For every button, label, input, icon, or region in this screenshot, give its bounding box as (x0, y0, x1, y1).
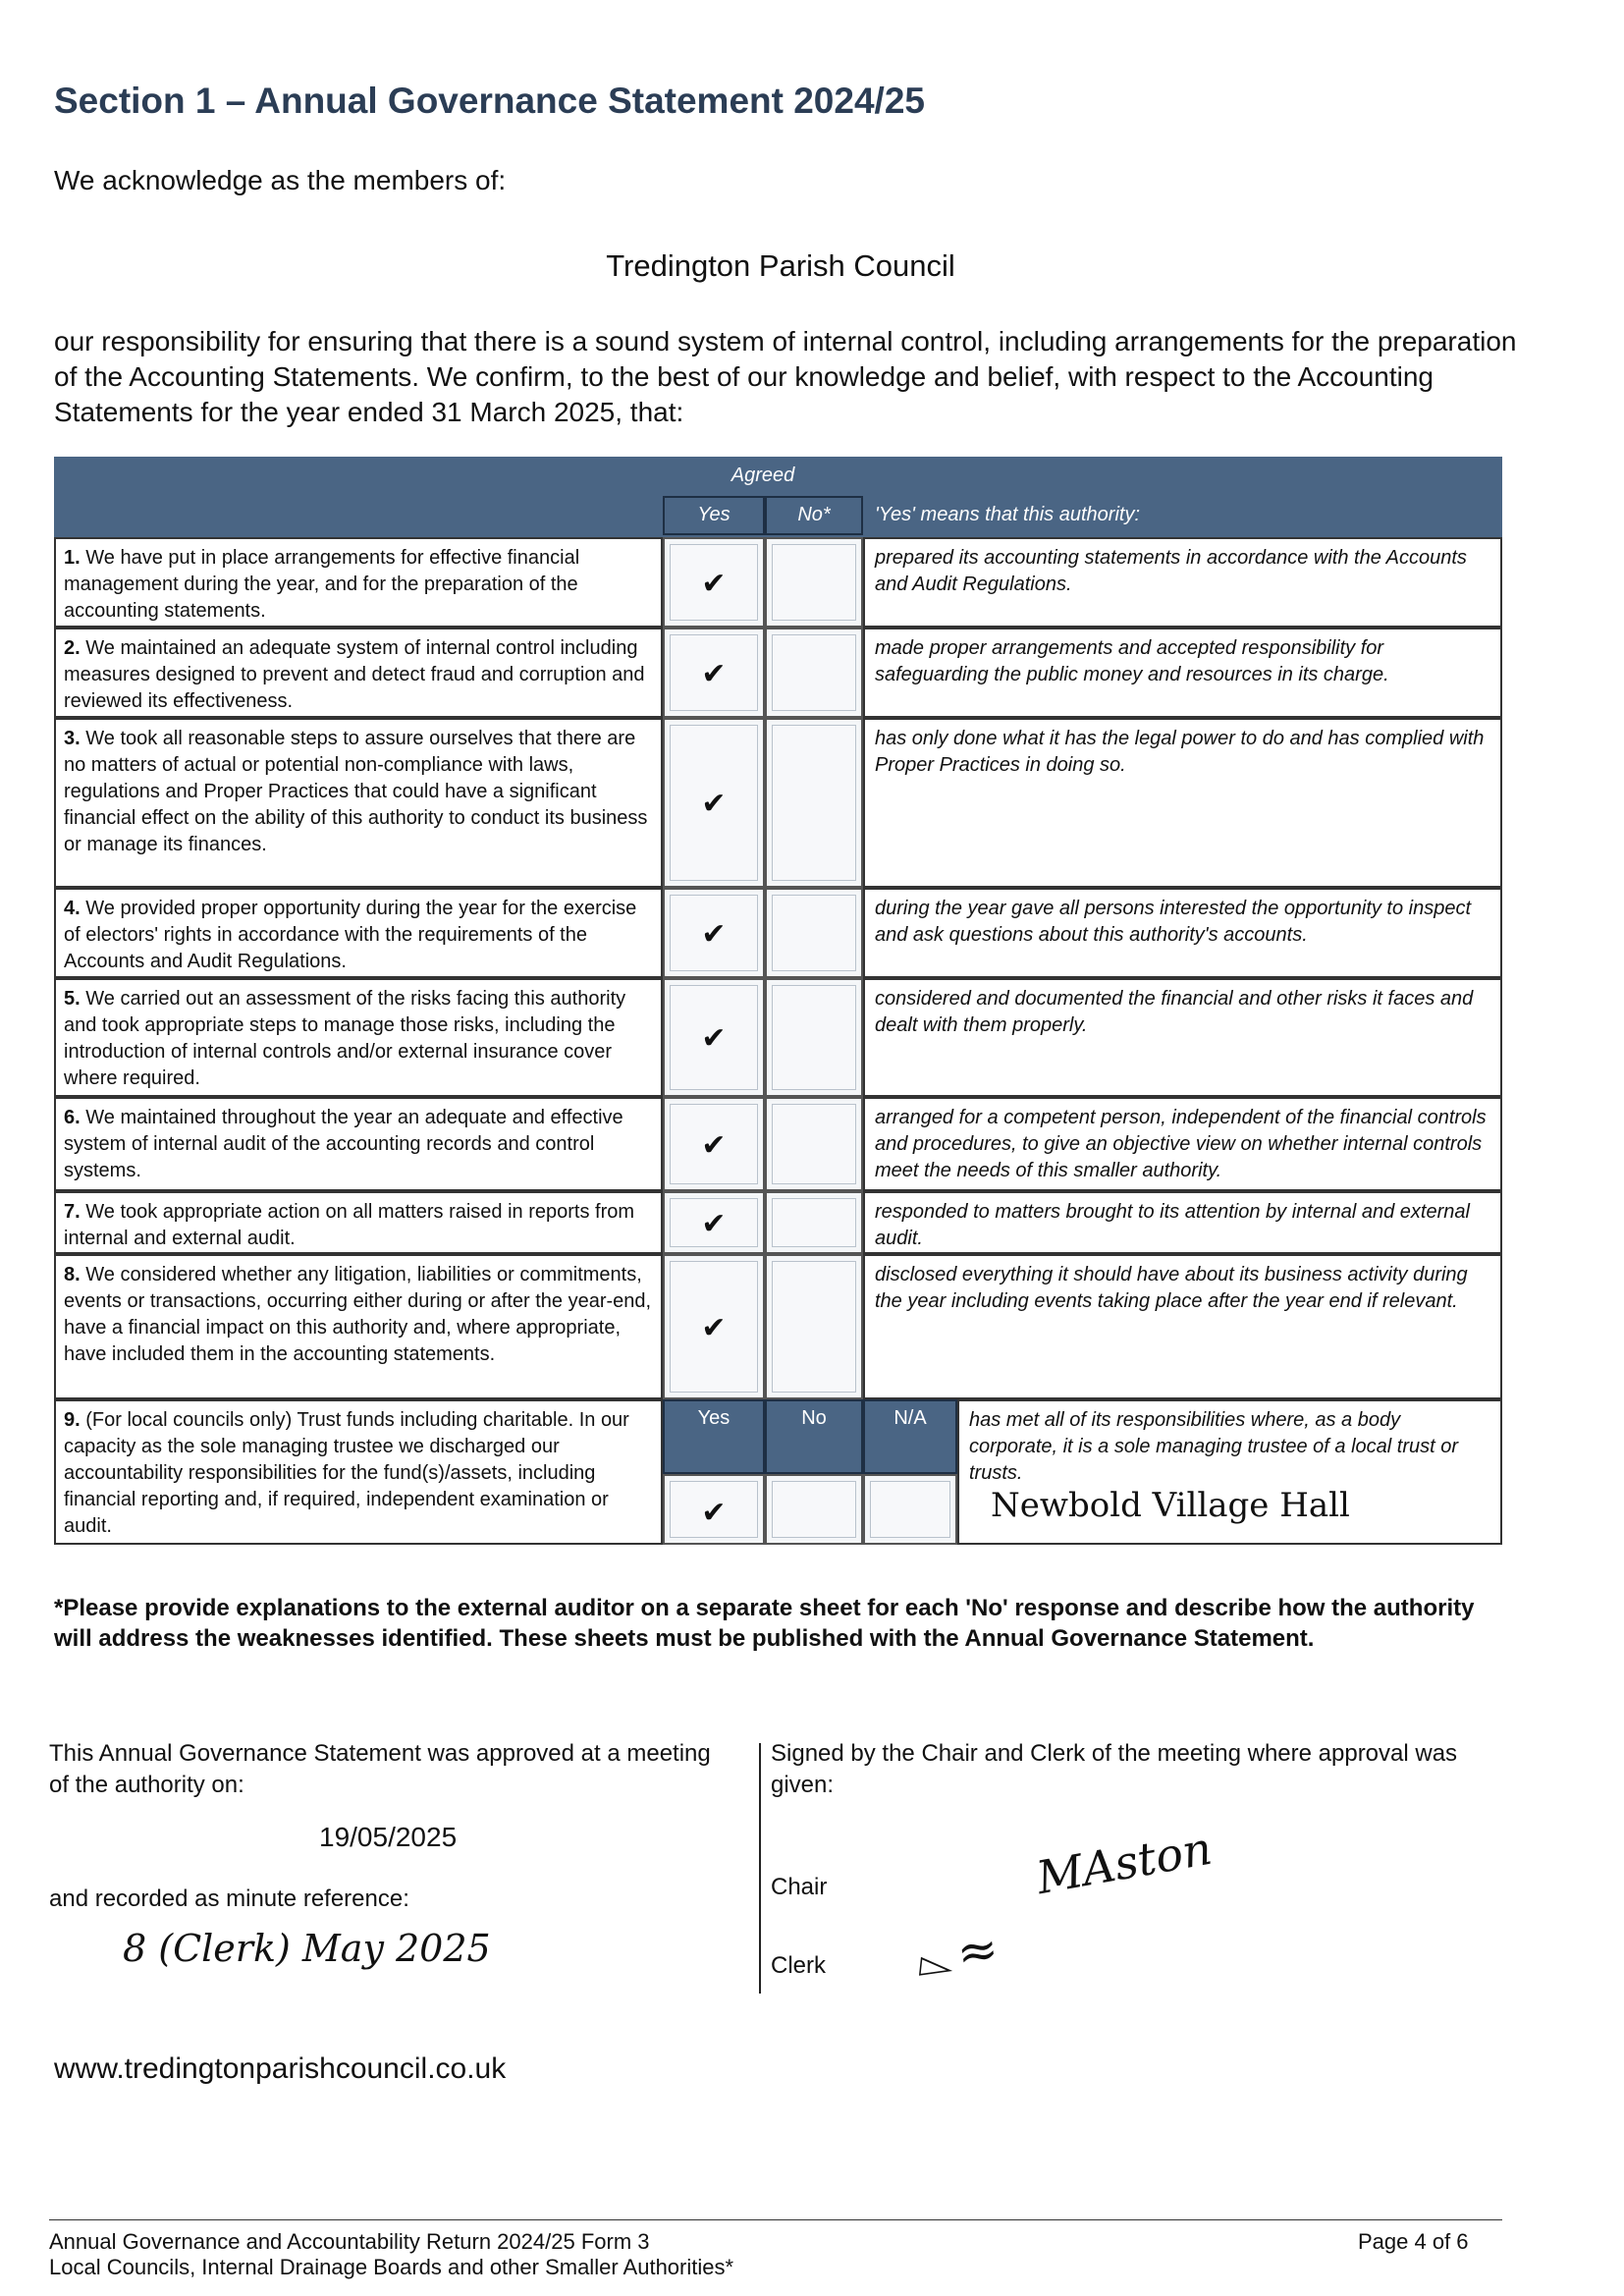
statement-text: We carried out an assessment of the risks facing this authority and took appropriate steps to manage those risks, including the introduction of internal controls and/or external insurance cover where required. (64, 988, 626, 1089)
check-icon: ✔ (701, 1021, 727, 1056)
row9-yes-header (663, 1399, 765, 1474)
check-icon: ✔ (701, 1207, 727, 1241)
website-url: www.tredingtonparishcouncil.co.uk (54, 2052, 507, 2085)
acknowledge-text: We acknowledge as the members of: (54, 165, 507, 195)
meaning-cell: arranged for a competent person, independent of the financial controls and procedures, to give an objective view on whether internal controls meet the needs of this smaller authority. (863, 1097, 1502, 1191)
row9-na-label: N/A (893, 1407, 927, 1429)
no-cell (765, 628, 863, 718)
no-cell (765, 537, 863, 628)
statement-number: 6. (64, 1107, 81, 1128)
statement-cell (54, 1191, 663, 1254)
statement-cell (54, 1097, 663, 1191)
statement-number: 9. (64, 1409, 81, 1431)
statement-text: We maintained an adequate system of internal control including measures designed to prevent and detect fraud and corruption and reviewed its effectiveness. (64, 637, 645, 712)
statement-cell (54, 978, 663, 1097)
yes-header-box (663, 496, 765, 535)
row9-no-label: No (801, 1407, 827, 1429)
page-number: Page 4 of 6 (1358, 2229, 1469, 2254)
statement-text: We took all reasonable steps to assure ourselves that there are no matters of actual or potential non-compliance with laws, regulations and Proper Practices that could have a significant financial effect on the ability of this authority to conduct its business or manage its finances. (64, 728, 648, 855)
handwritten-trust-name: Newbold Village Hall (991, 1486, 1350, 1525)
agreed-header: Agreed (731, 465, 795, 486)
checkbox (772, 1104, 856, 1184)
checkbox (772, 985, 856, 1090)
yes-cell (663, 1474, 765, 1545)
approved-text: This Annual Governance Statement was approved at a meeting of the authority on: (49, 1740, 711, 1798)
checkbox (772, 1261, 856, 1393)
row9-na-header (863, 1399, 957, 1474)
table-row (54, 628, 1502, 718)
signature-divider (759, 1743, 761, 1994)
page-title: Section 1 – Annual Governance Statement 2024/25 (54, 81, 925, 121)
statement-number: 7. (64, 1201, 81, 1223)
statement-text: We took appropriate action on all matters raised in reports from internal and external audit. (64, 1201, 635, 1249)
checkbox (870, 1481, 950, 1538)
signed-text: Signed by the Chair and Clerk of the meeting where approval was given: (771, 1740, 1458, 1798)
checkbox (772, 1198, 856, 1247)
yes-cell (663, 888, 765, 978)
footer-form-title: Annual Governance and Accountability Return 2024/25 Form 3 (49, 2229, 650, 2254)
yes-header: Yes (697, 504, 731, 525)
statement-cell (54, 537, 663, 628)
statement-cell (54, 1254, 663, 1399)
footer-authorities: Local Councils, Internal Drainage Boards and other Smaller Authorities* (49, 2255, 734, 2279)
table-row (54, 1097, 1502, 1191)
table-row (54, 1254, 1502, 1399)
statement-cell (54, 718, 663, 888)
check-icon: ✔ (701, 917, 727, 952)
table-row (54, 888, 1502, 978)
meaning-cell: made proper arrangements and accepted responsibility for safeguarding the public money and resources in its charge. (863, 628, 1502, 718)
meaning-cell: has only done what it has the legal power to do and has complied with Proper Practices in doing so. (863, 718, 1502, 888)
statement-number: 4. (64, 898, 81, 919)
checkbox (772, 895, 856, 971)
recorded-text: and recorded as minute reference: (49, 1886, 409, 1912)
meaning-text: has met all of its responsibilities where, as a body corporate, it is a sole managing trustee of a local trust or trusts. (969, 1409, 1459, 1484)
statement-number: 1. (64, 547, 81, 569)
yes-cell (663, 1254, 765, 1399)
row9-no-header (765, 1399, 863, 1474)
check-icon: ✔ (701, 567, 727, 601)
no-cell (765, 888, 863, 978)
table-row (54, 718, 1502, 888)
check-icon: ✔ (701, 1128, 727, 1163)
intro-paragraph: our responsibility for ensuring that there is a sound system of internal control, including arrangements for the preparation of the Accounting Statements. We confirm, to the best of our knowledge and belief, with respect to the Accounting Statements for the year ended 31 March 2025, that: (54, 326, 1517, 427)
clerk-label: Clerk (771, 1952, 827, 1979)
chair-label: Chair (771, 1874, 828, 1900)
table-row (54, 537, 1502, 628)
no-cell (765, 1097, 863, 1191)
table-row (54, 978, 1502, 1097)
council-name: Tredington Parish Council (606, 248, 955, 283)
table-row (54, 1191, 1502, 1254)
meaning-cell: during the year gave all persons interested the opportunity to inspect and ask questions about this authority's accounts. (863, 888, 1502, 978)
check-icon: ✔ (701, 787, 727, 821)
statement-number: 5. (64, 988, 81, 1010)
meaning-cell: considered and documented the financial and other risks it faces and dealt with them properly. (863, 978, 1502, 1097)
no-cell (765, 718, 863, 888)
checkbox (772, 544, 856, 621)
statement-cell (54, 628, 663, 718)
check-icon: ✔ (701, 1496, 727, 1530)
statement-text: We provided proper opportunity during the year for the exercise of electors' rights in accordance with the requirements of the Accounts and Audit Regulations. (64, 898, 637, 972)
meaning-cell: disclosed everything it should have about its business activity during the year including events taking place after the year end if relevant. (863, 1254, 1502, 1399)
statement-number: 8. (64, 1264, 81, 1285)
yes-cell (663, 1097, 765, 1191)
no-header: No* (797, 504, 831, 525)
checkbox (772, 1481, 856, 1538)
statement-cell (54, 888, 663, 978)
meaning-cell (957, 1399, 1502, 1545)
table-row-trust-funds (54, 1399, 1502, 1545)
meaning-cell: prepared its accounting statements in accordance with the Accounts and Audit Regulations. (863, 537, 1502, 628)
no-response-note: *Please provide explanations to the external auditor on a separate sheet for each 'No' response and describe how the authority will address the weaknesses identified. These sheets must be published with the Annual Governance Statement. (54, 1595, 1475, 1652)
row9-yes-label: Yes (697, 1407, 731, 1429)
minute-reference: 8 (Clerk) May 2025 (123, 1927, 491, 1970)
statement-number: 3. (64, 728, 81, 749)
yes-cell (663, 628, 765, 718)
approval-date: 19/05/2025 (319, 1822, 458, 1852)
check-icon: ✔ (701, 657, 727, 691)
footer-divider (49, 2219, 1502, 2220)
na-cell (863, 1474, 957, 1545)
statement-text: (For local councils only) Trust funds including charitable. In our capacity as the sole managing trustee we discharged our accountability responsibilities for the fund(s)/assets, including financial reporting and, if required, independent examination or audit. (64, 1409, 629, 1537)
no-header-box (765, 496, 863, 535)
statement-cell (54, 1399, 663, 1545)
no-cell (765, 1254, 863, 1399)
statement-text: We have put in place arrangements for effective financial management during the year, and for the preparation of the accounting statements. (64, 547, 580, 622)
statement-number: 2. (64, 637, 81, 659)
governance-table (54, 457, 1502, 1581)
clerk-signature: ⌳≈ (909, 1918, 1008, 1989)
yes-cell (663, 537, 765, 628)
check-icon: ✔ (701, 1311, 727, 1345)
statement-text: We considered whether any litigation, liabilities or commitments, events or transactions, occurring either during or after the year-end, have a financial impact on this authority and, where appropriate, have included them in the accounting statements. (64, 1264, 652, 1365)
chair-signature: MAston (1032, 1821, 1217, 1905)
no-cell (765, 1191, 863, 1254)
statement-text: We maintained throughout the year an adequate and effective system of internal audit of the accounting records and control systems. (64, 1107, 623, 1181)
checkbox (772, 725, 856, 881)
checkbox (772, 634, 856, 711)
yes-cell (663, 978, 765, 1097)
yes-cell (663, 718, 765, 888)
meaning-cell: responded to matters brought to its attention by internal and external audit. (863, 1191, 1502, 1254)
yes-cell (663, 1191, 765, 1254)
no-cell (765, 1474, 863, 1545)
no-cell (765, 978, 863, 1097)
yes-means-header: 'Yes' means that this authority: (875, 504, 1140, 525)
